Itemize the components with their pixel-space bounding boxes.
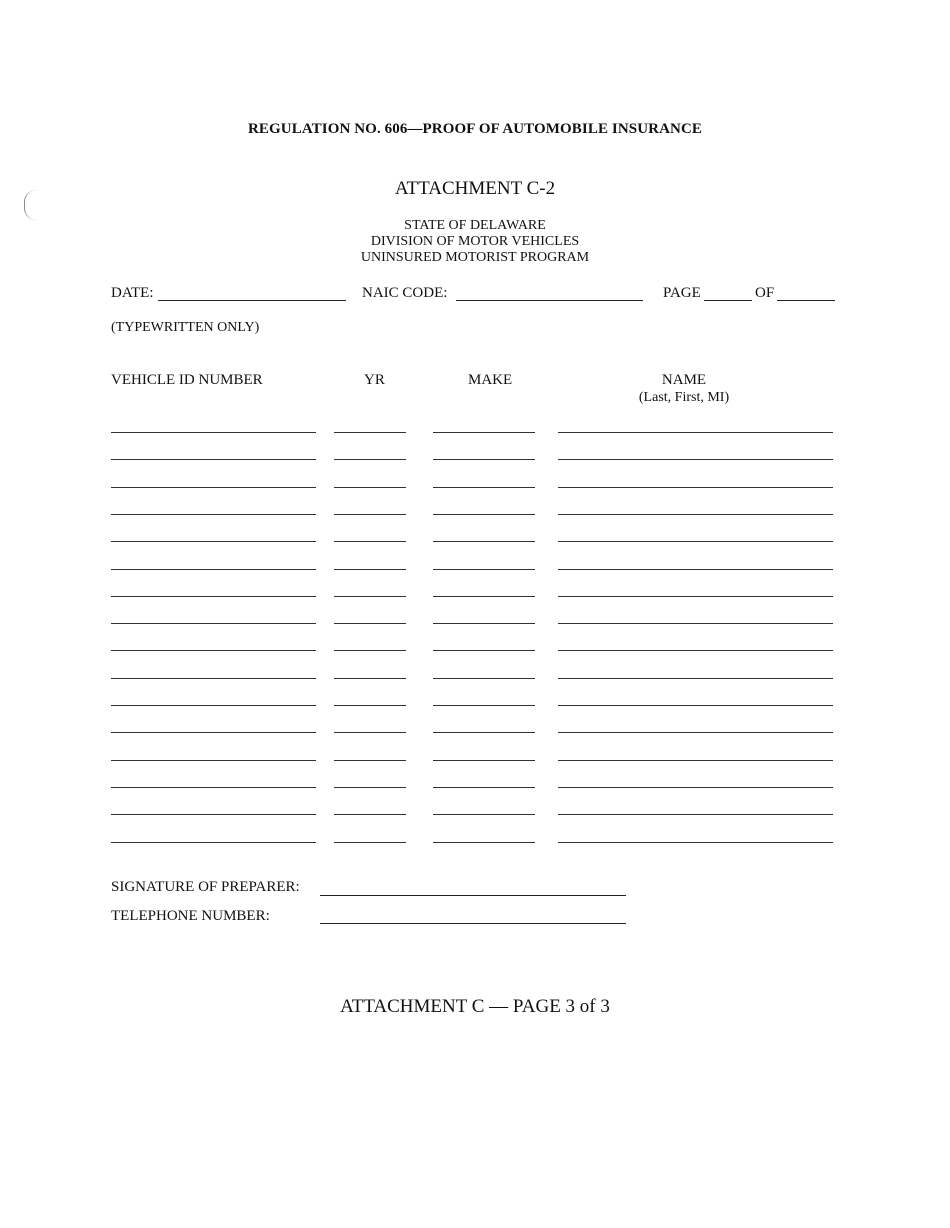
year-line[interactable] <box>334 623 406 624</box>
vehicle-id-line[interactable] <box>111 569 316 570</box>
vehicle-id-line[interactable] <box>111 541 316 542</box>
make-line[interactable] <box>433 705 535 706</box>
make-line[interactable] <box>433 514 535 515</box>
page-footer: ATTACHMENT C — PAGE 3 of 3 <box>340 996 610 1017</box>
division-name: DIVISION OF MOTOR VEHICLES <box>370 234 580 249</box>
make-line[interactable] <box>433 459 535 460</box>
vehicle-id-line[interactable] <box>111 514 316 515</box>
vehicle-id-line[interactable] <box>111 432 316 433</box>
vehicle-id-line[interactable] <box>111 650 316 651</box>
name-line[interactable] <box>558 732 833 733</box>
telephone-label: TELEPHONE NUMBER: <box>111 908 270 924</box>
vehicle-id-line[interactable] <box>111 760 316 761</box>
year-line[interactable] <box>334 432 406 433</box>
name-header <box>584 372 784 406</box>
year-line[interactable] <box>334 541 406 542</box>
year-line[interactable] <box>334 814 406 815</box>
name-line[interactable] <box>558 760 833 761</box>
name-line[interactable] <box>558 650 833 651</box>
state-name: STATE OF DELAWARE <box>404 218 546 233</box>
make-header: MAKE <box>468 372 513 388</box>
make-line[interactable] <box>433 596 535 597</box>
page-number-field[interactable] <box>704 300 752 301</box>
date-label: DATE: <box>111 285 154 301</box>
name-line[interactable] <box>558 787 833 788</box>
name-line[interactable] <box>558 705 833 706</box>
attachment-title: ATTACHMENT C-2 <box>394 178 556 199</box>
name-line[interactable] <box>558 541 833 542</box>
year-line[interactable] <box>334 732 406 733</box>
vehicle-id-line[interactable] <box>111 623 316 624</box>
page-total-field[interactable] <box>777 300 835 301</box>
name-line[interactable] <box>558 459 833 460</box>
make-line[interactable] <box>433 760 535 761</box>
make-line[interactable] <box>433 569 535 570</box>
vehicle-id-header: VEHICLE ID NUMBER <box>111 372 263 388</box>
signature-label: SIGNATURE OF PREPARER: <box>111 879 300 895</box>
date-field[interactable] <box>158 300 346 301</box>
name-line[interactable] <box>558 487 833 488</box>
program-name: UNINSURED MOTORIST PROGRAM <box>360 250 590 265</box>
vehicle-id-line[interactable] <box>111 705 316 706</box>
name-line[interactable] <box>558 678 833 679</box>
year-line[interactable] <box>334 569 406 570</box>
name-header-label: NAME <box>661 372 707 388</box>
vehicle-id-line[interactable] <box>111 596 316 597</box>
make-line[interactable] <box>433 650 535 651</box>
year-line[interactable] <box>334 678 406 679</box>
vehicle-id-line[interactable] <box>111 459 316 460</box>
make-line[interactable] <box>433 678 535 679</box>
vehicle-id-line[interactable] <box>111 487 316 488</box>
year-line[interactable] <box>334 705 406 706</box>
name-line[interactable] <box>558 596 833 597</box>
typewritten-note: (TYPEWRITTEN ONLY) <box>111 320 260 335</box>
year-header: YR <box>364 372 385 388</box>
name-line[interactable] <box>558 842 833 843</box>
year-line[interactable] <box>334 787 406 788</box>
vehicle-id-line[interactable] <box>111 787 316 788</box>
vehicle-id-line[interactable] <box>111 814 316 815</box>
scan-mark <box>24 190 39 220</box>
name-header-sub: (Last, First, MI) <box>638 390 730 405</box>
make-line[interactable] <box>433 787 535 788</box>
page-label: PAGE <box>663 285 701 301</box>
year-line[interactable] <box>334 514 406 515</box>
agency-block <box>0 218 950 266</box>
make-line[interactable] <box>433 842 535 843</box>
regulation-title: REGULATION NO. 606—PROOF OF AUTOMOBILE INSURANCE <box>247 121 702 137</box>
year-line[interactable] <box>334 760 406 761</box>
name-line[interactable] <box>558 814 833 815</box>
vehicle-id-line[interactable] <box>111 732 316 733</box>
name-line[interactable] <box>558 623 833 624</box>
make-line[interactable] <box>433 541 535 542</box>
make-line[interactable] <box>433 432 535 433</box>
make-line[interactable] <box>433 623 535 624</box>
name-line[interactable] <box>558 569 833 570</box>
make-line[interactable] <box>433 814 535 815</box>
make-line[interactable] <box>433 487 535 488</box>
year-line[interactable] <box>334 487 406 488</box>
year-line[interactable] <box>334 842 406 843</box>
year-line[interactable] <box>334 459 406 460</box>
naic-code-field[interactable] <box>456 300 643 301</box>
year-line[interactable] <box>334 596 406 597</box>
name-line[interactable] <box>558 514 833 515</box>
naic-code-label: NAIC CODE: <box>362 285 448 301</box>
make-line[interactable] <box>433 732 535 733</box>
vehicle-id-line[interactable] <box>111 842 316 843</box>
year-line[interactable] <box>334 650 406 651</box>
name-line[interactable] <box>558 432 833 433</box>
telephone-field[interactable] <box>320 923 626 924</box>
of-label: OF <box>755 285 775 301</box>
signature-field[interactable] <box>320 895 626 896</box>
vehicle-id-line[interactable] <box>111 678 316 679</box>
